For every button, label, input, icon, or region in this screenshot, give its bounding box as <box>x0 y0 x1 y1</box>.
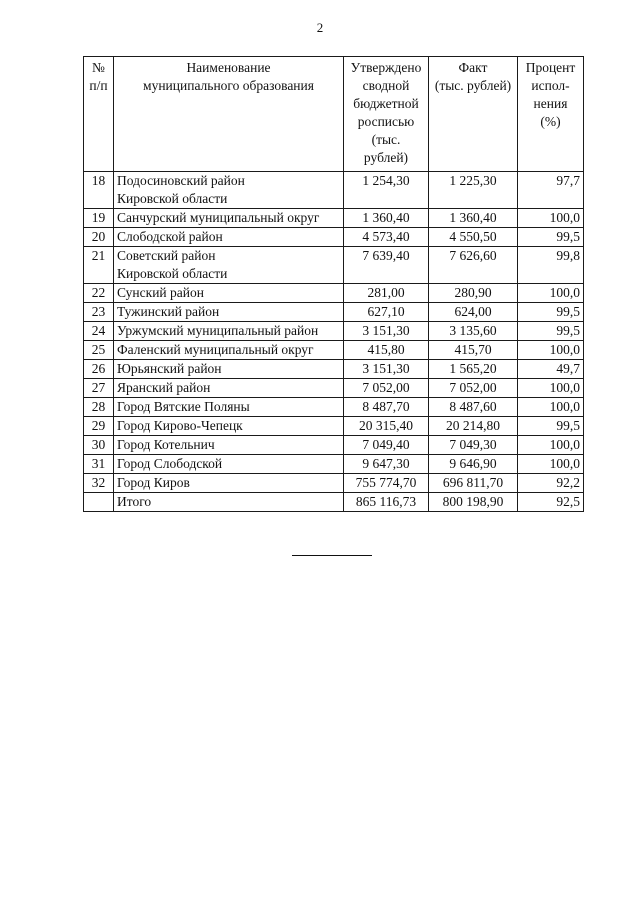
header-line: п/п <box>89 78 108 93</box>
closing-divider-line <box>292 555 372 556</box>
municipality-name-cell <box>114 493 344 512</box>
approved-amount-cell: 8 487,70 <box>344 398 429 417</box>
row-number-cell: 24 <box>84 322 114 341</box>
municipality-name-line: Яранский район <box>117 380 211 395</box>
header-line: № <box>92 60 105 75</box>
table-body <box>84 172 584 512</box>
row-number-cell: 29 <box>84 417 114 436</box>
row-number-cell: 31 <box>84 455 114 474</box>
header-line: рублей) <box>363 150 409 165</box>
table-row <box>84 172 584 209</box>
header-percent <box>518 57 584 172</box>
row-number-cell: 19 <box>84 209 114 228</box>
municipality-name-line: Город Вятские Поляны <box>117 399 250 414</box>
municipality-name-cell <box>114 303 344 322</box>
table-row <box>84 436 584 455</box>
table-row <box>84 341 584 360</box>
actual-amount-cell: 624,00 <box>429 303 518 322</box>
execution-percent-cell: 99,8 <box>518 247 584 284</box>
approved-amount-cell: 1 254,30 <box>344 172 429 209</box>
actual-amount-cell: 8 487,60 <box>429 398 518 417</box>
municipality-name-line: Итого <box>117 494 152 509</box>
approved-amount-cell: 7 052,00 <box>344 379 429 398</box>
municipality-name-line: Юрьянский район <box>117 361 222 376</box>
actual-amount-cell: 1 565,20 <box>429 360 518 379</box>
municipality-name-line: Подосиновский район <box>117 173 245 188</box>
municipality-name-line: Сунский район <box>117 285 204 300</box>
header-line: (тыс. <box>371 132 401 147</box>
municipality-name-cell <box>114 436 344 455</box>
execution-percent-cell: 99,5 <box>518 417 584 436</box>
table-row <box>84 360 584 379</box>
municipality-name-cell <box>114 417 344 436</box>
execution-percent-cell: 92,5 <box>518 493 584 512</box>
actual-amount-cell: 3 135,60 <box>429 322 518 341</box>
municipality-name-cell <box>114 322 344 341</box>
row-number-cell: 20 <box>84 228 114 247</box>
municipality-name-line: Город Киров <box>117 475 190 490</box>
municipality-name-line: Слободской район <box>117 229 223 244</box>
table-row <box>84 493 584 512</box>
municipality-name-cell <box>114 379 344 398</box>
row-number-cell: 27 <box>84 379 114 398</box>
municipality-name-line: Город Котельнич <box>117 437 215 452</box>
table-row <box>84 303 584 322</box>
header-line: росписью <box>357 114 415 129</box>
municipality-name-line: Кировской области <box>117 191 228 206</box>
table-row <box>84 398 584 417</box>
row-number-cell: 22 <box>84 284 114 303</box>
header-line: Наименование <box>186 60 271 75</box>
execution-percent-cell: 99,5 <box>518 228 584 247</box>
approved-amount-cell: 1 360,40 <box>344 209 429 228</box>
execution-percent-cell: 100,0 <box>518 379 584 398</box>
header-line: Факт <box>458 60 488 75</box>
execution-percent-cell: 99,5 <box>518 322 584 341</box>
municipality-name-line: Тужинский район <box>117 304 220 319</box>
approved-amount-cell: 4 573,40 <box>344 228 429 247</box>
header-line: Утверждено <box>350 60 422 75</box>
table-row <box>84 209 584 228</box>
actual-amount-cell: 9 646,90 <box>429 455 518 474</box>
approved-amount-cell: 3 151,30 <box>344 322 429 341</box>
execution-percent-cell: 100,0 <box>518 341 584 360</box>
approved-amount-cell: 627,10 <box>344 303 429 322</box>
execution-percent-cell: 92,2 <box>518 474 584 493</box>
municipality-name-cell <box>114 398 344 417</box>
municipality-name-cell <box>114 228 344 247</box>
table-row <box>84 474 584 493</box>
actual-amount-cell: 20 214,80 <box>429 417 518 436</box>
municipality-name-line: Кировской области <box>117 266 228 281</box>
municipality-name-line: Санчурский муниципальный округ <box>117 210 320 225</box>
municipality-name-line: Город Слободской <box>117 456 223 471</box>
municipality-name-cell <box>114 341 344 360</box>
approved-amount-cell: 7 049,40 <box>344 436 429 455</box>
page-number: 2 <box>316 20 324 35</box>
approved-amount-cell: 7 639,40 <box>344 247 429 284</box>
approved-amount-cell: 20 315,40 <box>344 417 429 436</box>
row-number-cell <box>84 493 114 512</box>
actual-amount-cell: 7 626,60 <box>429 247 518 284</box>
approved-amount-cell: 3 151,30 <box>344 360 429 379</box>
row-number-cell: 23 <box>84 303 114 322</box>
municipality-name-cell <box>114 474 344 493</box>
execution-percent-cell: 100,0 <box>518 455 584 474</box>
row-number-cell: 26 <box>84 360 114 379</box>
approved-amount-cell: 281,00 <box>344 284 429 303</box>
header-line: муниципального образования <box>143 78 314 93</box>
table-row <box>84 455 584 474</box>
table-row <box>84 228 584 247</box>
municipality-name-cell <box>114 284 344 303</box>
header-line: Процент <box>525 60 576 75</box>
header-line: (тыс. рублей) <box>434 78 512 93</box>
row-number-cell: 32 <box>84 474 114 493</box>
actual-amount-cell: 696 811,70 <box>429 474 518 493</box>
approved-amount-cell: 9 647,30 <box>344 455 429 474</box>
header-fact <box>429 57 518 172</box>
row-number-cell: 28 <box>84 398 114 417</box>
table-row <box>84 379 584 398</box>
municipality-name-cell <box>114 247 344 284</box>
header-line: нения <box>533 96 568 111</box>
execution-percent-cell: 49,7 <box>518 360 584 379</box>
header-line: (%) <box>540 114 561 129</box>
header-line: испол- <box>531 78 570 93</box>
execution-percent-cell: 100,0 <box>518 209 584 228</box>
header-line: сводной <box>362 78 410 93</box>
approved-amount-cell: 755 774,70 <box>344 474 429 493</box>
table-row <box>84 322 584 341</box>
approved-amount-cell: 415,80 <box>344 341 429 360</box>
actual-amount-cell: 4 550,50 <box>429 228 518 247</box>
approved-amount-cell: 865 116,73 <box>344 493 429 512</box>
actual-amount-cell: 1 225,30 <box>429 172 518 209</box>
municipality-name-cell <box>114 209 344 228</box>
execution-percent-cell: 100,0 <box>518 284 584 303</box>
municipality-name-line: Уржумский муниципальный район <box>117 323 319 338</box>
execution-percent-cell: 100,0 <box>518 398 584 417</box>
actual-amount-cell: 7 049,30 <box>429 436 518 455</box>
row-number-cell: 18 <box>84 172 114 209</box>
municipality-name-cell <box>114 455 344 474</box>
row-number-cell: 21 <box>84 247 114 284</box>
actual-amount-cell: 7 052,00 <box>429 379 518 398</box>
execution-percent-cell: 100,0 <box>518 436 584 455</box>
municipality-name-line: Фаленский муниципальный округ <box>117 342 314 357</box>
header-name <box>114 57 344 172</box>
execution-percent-cell: 99,5 <box>518 303 584 322</box>
actual-amount-cell: 280,90 <box>429 284 518 303</box>
header-no <box>84 57 114 172</box>
municipality-name-line: Город Кирово-Чепецк <box>117 418 243 433</box>
row-number-cell: 25 <box>84 341 114 360</box>
budget-execution-table <box>83 56 584 512</box>
actual-amount-cell: 1 360,40 <box>429 209 518 228</box>
municipality-name-cell <box>114 360 344 379</box>
table-row <box>84 247 584 284</box>
table-row <box>84 417 584 436</box>
table-header-row <box>84 57 584 172</box>
header-approved <box>344 57 429 172</box>
actual-amount-cell: 800 198,90 <box>429 493 518 512</box>
municipality-name-line: Советский район <box>117 248 216 263</box>
header-line: бюджетной <box>353 96 419 111</box>
actual-amount-cell: 415,70 <box>429 341 518 360</box>
table-row <box>84 284 584 303</box>
municipality-name-cell <box>114 172 344 209</box>
execution-percent-cell: 97,7 <box>518 172 584 209</box>
row-number-cell: 30 <box>84 436 114 455</box>
